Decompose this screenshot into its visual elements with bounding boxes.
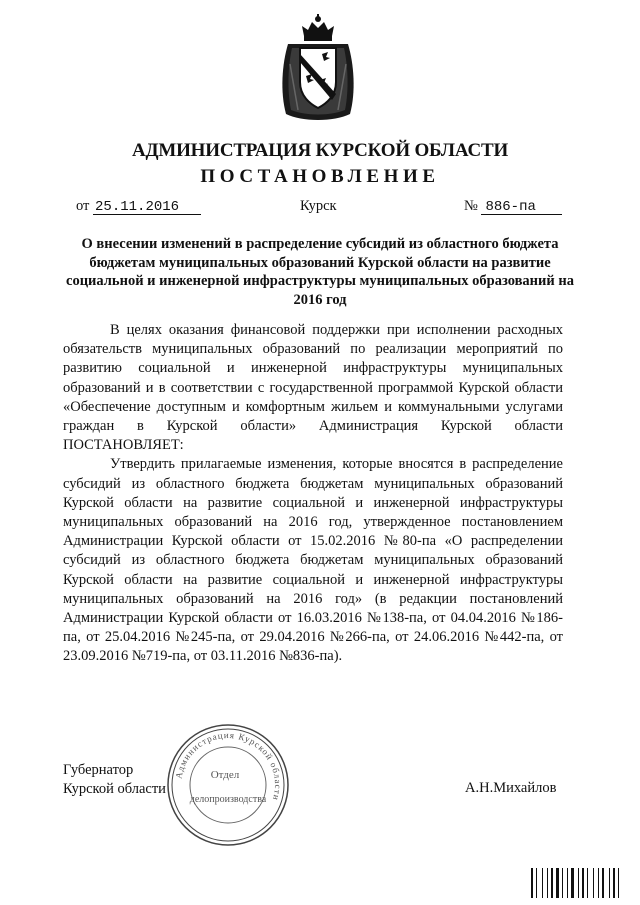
number-value: 886-па [481,200,561,215]
barcode-bar [551,868,553,898]
barcode-bar [567,868,568,898]
barcode-bar [571,868,574,898]
body-paragraph: Утвердить прилагаемые изменения, которые вносятся в распределение субсидий из областного бюджета бюджетам муниципальных образований Курской области на развитие социальной и инженерной инфраструктуры муниципальных образований на 2016 год, утвержденное постановлением Администрации Курской области от 15.02.2016 №80-па «О распределении субсидий из областного бюджета бюджетам муниципальных образований Курской области на развитие социальной и инженерной инфраструктуры муниципальных образований на 2016 год» (в редакции постановлений Администрации Курской области от 16.03.2016 №138-па, от 04.04.2016 №186-па, от 25.04.2016 №245-па, от 29.04.2016 №266-па, от 24.06.2016 №442-па, от 23.09.2016 №719-па, от 03.11.2016 №836-па). [63,456,563,665]
barcode-bar [598,868,599,898]
barcode-bar [536,868,537,898]
barcode-bar [547,868,548,898]
official-stamp [165,722,291,848]
document-subject: О внесении изменений в распределение субсидий из областного бюджета бюджетам муниципальных образований Курской области на развитие социальной и инженерной инфраструктуры муниципальных образований на 2016 год [66,236,574,308]
coat-of-arms-emblem [278,14,358,126]
barcode-bar [556,868,559,898]
barcode-bar [593,868,594,898]
stamp-ring-text: Администрация Курской области [173,729,284,803]
number-prefix: № [464,198,478,214]
barcode-bar [613,868,615,898]
document-date [76,198,201,215]
document-number [464,198,562,215]
stamp-center-line: делопроизводства [189,794,267,805]
barcode-bar [562,868,563,898]
signatory-position [63,761,166,799]
document-body [63,321,563,667]
document-type-title: ПОСТАНОВЛЕНИЕ [200,166,440,187]
barcode-bar [602,868,604,898]
svg-text:Администрация Курской области [173,730,283,802]
organization-title: АДМИНИСТРАЦИЯ КУРСКОЙ ОБЛАСТИ [131,140,509,161]
body-paragraph: В целях оказания финансовой поддержки при исполнении расходных обязательств муниципальных образований по реализации мероприятий по развитию социальной и инженерной инфраструктуры муниципальных образований и в соответствии с государственной программой Курской области «Обеспечение доступным и комфортным жильем и коммунальными услугами граждан в Курской области» Администрация Курской области ПОСТАНОВЛЯЕТ: [63,322,563,454]
stamp-center-line: Отдел [210,769,240,781]
barcode [531,868,629,898]
barcode-bar [578,868,579,898]
barcode-bar [582,868,584,898]
barcode-bar [609,868,610,898]
barcode-bar [587,868,588,898]
barcode-bar [542,868,543,898]
position-line: Курской области [63,781,166,797]
date-prefix: от [76,198,90,214]
barcode-bar [618,868,619,898]
date-value: 25.11.2016 [93,200,201,215]
position-line: Губернатор [63,762,134,778]
barcode-bar [531,868,533,898]
signatory-name: А.Н.Михайлов [465,780,557,796]
document-city: Курск [300,198,337,214]
